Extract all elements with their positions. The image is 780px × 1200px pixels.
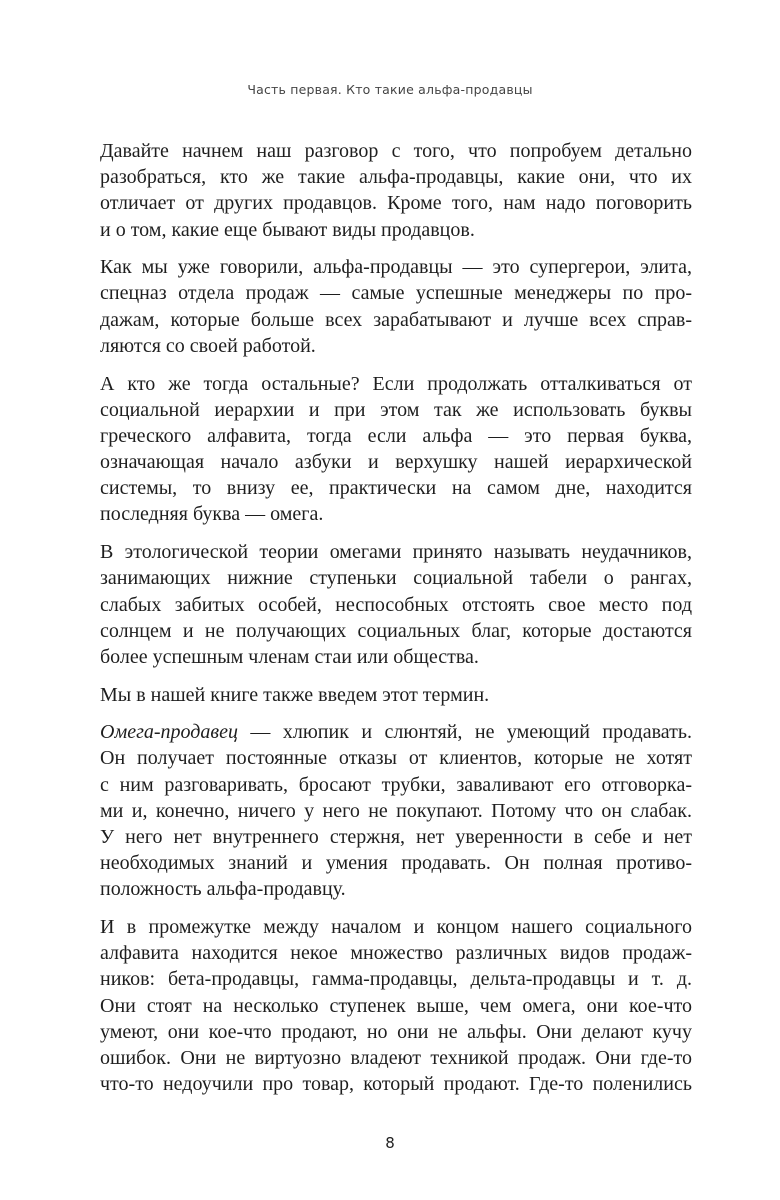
paragraph [100,539,692,670]
text-line: слабых забитых особей, неспособных отстоять свое место под [100,593,692,616]
paragraph [100,371,692,528]
text-line: более успешным членам стаи или общества. [100,645,479,668]
text-line: ляются со своей работой. [100,334,316,357]
text-line: умеют, они кое-что продают, но они не альфы. Они делают кучу [100,1020,692,1043]
text-line: Он получает постоянные отказы от клиентов, которые не хотят [100,747,692,770]
text-line: греческого алфавита, тогда если альфа — это первая буква, [100,424,692,447]
text-line: с ним разговаривать, бросают трубки, заваливают его отговорка- [100,773,692,796]
text-line: отличает от других продавцов. Кроме того, нам надо поговорить [100,192,692,215]
text-line: что-то недоучили про товар, который продают. Где-то поленились [100,1073,692,1096]
text-line: положность альфа-продавцу. [100,878,346,901]
paragraph [100,254,692,359]
text-line: солнцем и не получающих социальных благ, которые достаются [100,619,692,642]
page-number: 8 [385,1134,395,1152]
text-line: Они стоят на несколько ступенек выше, чем омега, они кое-что [100,994,692,1017]
paragraph [100,138,692,243]
text-line: и о том, какие еще бывают виды продавцов. [100,218,475,241]
text-line: необходимых знаний и умения продавать. Он полная противо- [100,852,692,875]
paragraph [100,719,692,902]
text-line: социальной иерархии и при этом так же использовать буквы [100,398,692,421]
text-line: У него нет внутреннего стержня, нет уверенности в себе и нет [100,826,692,848]
text-line: И в промежутке между началом и концом нашего социального [100,916,692,939]
running-header: Часть первая. Кто такие альфа-продавцы [247,82,533,97]
text-line: разобраться, кто же такие альфа-продавцы, какие они, что их [100,166,692,189]
text-line: алфавита находится некое множество различных видов продаж- [100,942,692,965]
text-line: системы, то внизу ее, практически на самом дне, находится [100,477,692,500]
text-line: ошибок. Они не виртуозно владеют техникой продаж. Они где-то [100,1047,692,1069]
page-body [100,138,692,1109]
text-line: спецназ отдела продаж — самые успешные менеджеры по про- [100,282,692,305]
text-line: Давайте начнем наш разговор с того, что попробуем детально [100,140,692,162]
text-line: последняя буква — омега. [100,503,324,526]
text-line: В этологической теории омегами принято называть неудачников, [100,541,692,564]
paragraph [100,914,692,1097]
text-line: означающая начало азбуки и верхушку нашей иерархической [100,451,692,474]
line-text: — хлюпик и слюнтяй, не умеющий продавать. [237,721,692,744]
text-line: ми и, конечно, ничего у него не покупают. Потому что он слабак. [100,799,692,822]
text-line: А кто же тогда остальные? Если продолжать отталкиваться от [100,372,692,395]
text-line: Как мы уже говорили, альфа-продавцы — это супергерои, элита, [100,256,692,279]
italic-term: Омега-продавец [100,721,238,744]
text-line: дажам, которые больше всех зарабатывают и лучше всех справ- [100,308,692,331]
text-line: ников: бета-продавцы, гамма-продавцы, дельта-продавцы и т. д. [100,968,692,991]
text-line [100,719,692,745]
text-line: Мы в нашей книге также введем этот термин. [100,683,490,706]
text-line: занимающих нижние ступеньки социальной табели о рангах, [100,567,692,590]
paragraph [100,682,692,708]
